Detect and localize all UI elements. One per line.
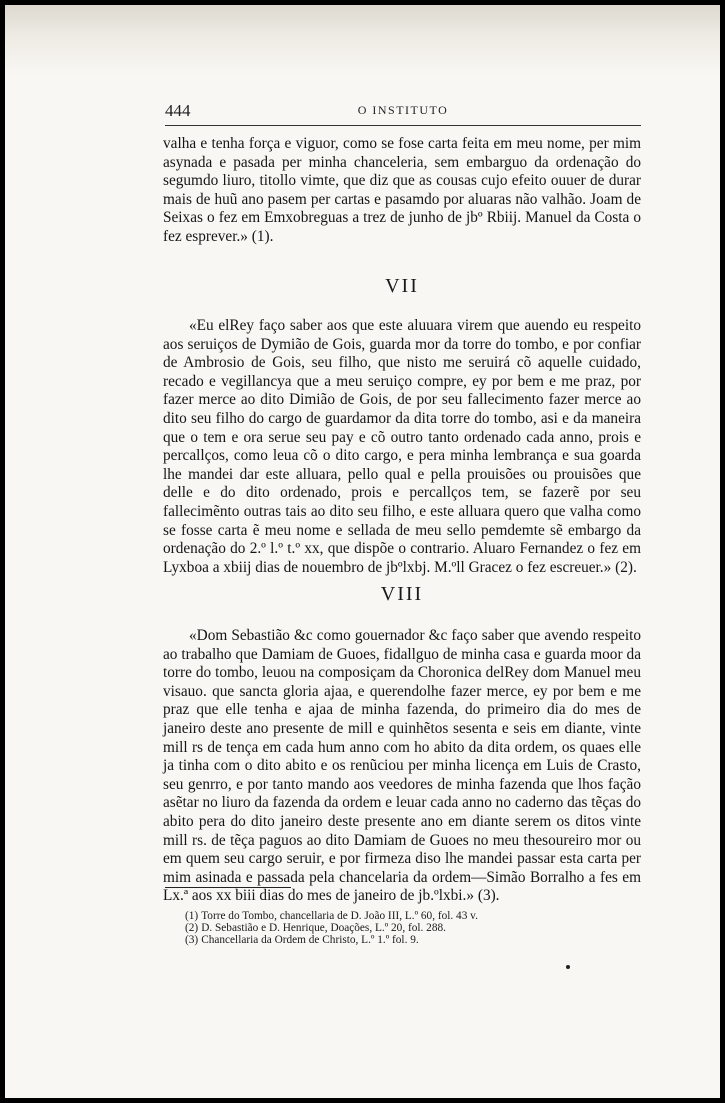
paragraph-3-text: «Dom Sebastião &c como gouernador &c faço saber que avendo respeito ao trabalho que Damiam de Guoes, fidallguo de minha casa e guarda moor da torre do tombo, leuou na composiçam da Choronica delRey dom Manuel meu visauo. que sancta gloria ajaa, e querendolhe fazer merce, ey por bem e me praz que elle tenha e ajaa de minha fazenda, do primeiro dia do mes de janeiro deste ano presente de mill e quinhẽtos sesenta e seis em diante, vinte mill rs de tença em cada hum anno com ho abito da dita ordem, os quaes elle ja tinha com o dito abito e os renũciou per minha licença em Luis de Crasto, seu genrro, e por tanto mando aos veedores de minha fazenda que lhos fação asẽtar no liuro da fazenda da ordem e leuar cada anno no caderno das tẽças do abito pera do dito janeiro deste presente ano em diante serem os ditos vinte mill rs. de tẽça paguos ao dito Damiam de Guoes no meu thesoureiro mor ou em quem seu cargo seruir, e por firmeza diso lhe mandei passar esta carta per mim asinada e passada pela chancelaria da ordem—Simão Borralho a fes em Lx.ª aos xx biii dias do mes de janeiro de jb.ºlxbi.» (3). (163, 627, 641, 905)
page-number: 444 (165, 101, 191, 120)
footnote-1 (185, 910, 625, 922)
section-heading-vii: VII (385, 275, 419, 297)
page (5, 5, 720, 1098)
scan-speck (566, 965, 570, 969)
footnote-rule (165, 887, 291, 888)
footnote-number: (3) (185, 934, 199, 947)
footnote-number: (2) (185, 922, 199, 935)
footnotes (185, 910, 625, 947)
paragraph-2 (163, 317, 641, 577)
paragraph-1-text: valha e tenha força e viguor, como se fose carta feita em meu nome, per mim asynada e pasada per minha chanceleria, sem embarguo da ordenação do segumdo liuro, titollo vimte, que diz que as cousas cujo efeito ouuer de durar mais de huũ ano pasem per cartas e pasamdo por aluaras não valhão. Joam de Seixas o fez em Emxobreguas a trez de junho de jbº Rbiij. Manuel da Costa o fez esprever.» (1). (163, 135, 641, 245)
paragraph-1 (163, 135, 641, 247)
footnote-3 (185, 934, 625, 946)
footnote-text: Chancellaria da Ordem de Christo, L.º 1.º fol. 9. (201, 934, 419, 947)
page-scan-shading (5, 5, 720, 75)
footnote-2 (185, 922, 625, 934)
footnote-text: Torre do Tombo, chancellaria de D. João III, L.º 60, fol. 43 v. (201, 910, 478, 922)
paragraph-3 (163, 627, 641, 906)
page-header (165, 101, 641, 126)
paragraph-2-text: «Eu elRey faço saber aos que este aluuara virem que auendo eu respeito aos seruiços de Dymião de Gois, guarda mor da torre do tombo, e por confiar de Ambrosio de Gois, seu filho, que nisto me seruirá cõ aquelle cuidado, recado e vegillancya que a meu seruiço compre, ey por bem e me praz, por fazer merce ao dito Dimião de Gois, de por seu fallecimento fazer merce ao dito seu filho do cargo de guardamor da dita torre do tombo, asi e da maneira que o tem e ora serue seu pay e cõ outro tanto ordenado cada anno, prois e percallços, como leua cõ o dito cargo, e pera minha lembrança e sua goarda lhe mandei dar este alluara, pello qual e pella prouisões ou prouisões que delle e do dito ordenado, prois e percallços tem, se fazerẽ por seu fallecimẽnto outras tais ao dito seu filho, e este alluara quero que valha como se fosse carta ẽ meu nome e sellada de meu sello pemdemte sẽ embargo da ordenação do 2.º l.º t.º xx, que dispõe o contrario. Aluaro Fernandez o fez em Lyxboa a xbiij dias de nouembro de jbºlxbj. M.ºll Gracez o fez escreuer.» (2). (163, 317, 641, 576)
section-heading-viii: VIII (380, 583, 424, 605)
footnote-number: (1) (185, 910, 199, 922)
footnote-text: D. Sebastião e D. Henrique, Doações, L.º 20, fol. 288. (201, 922, 446, 935)
running-title: O INSTITUTO (357, 103, 449, 117)
